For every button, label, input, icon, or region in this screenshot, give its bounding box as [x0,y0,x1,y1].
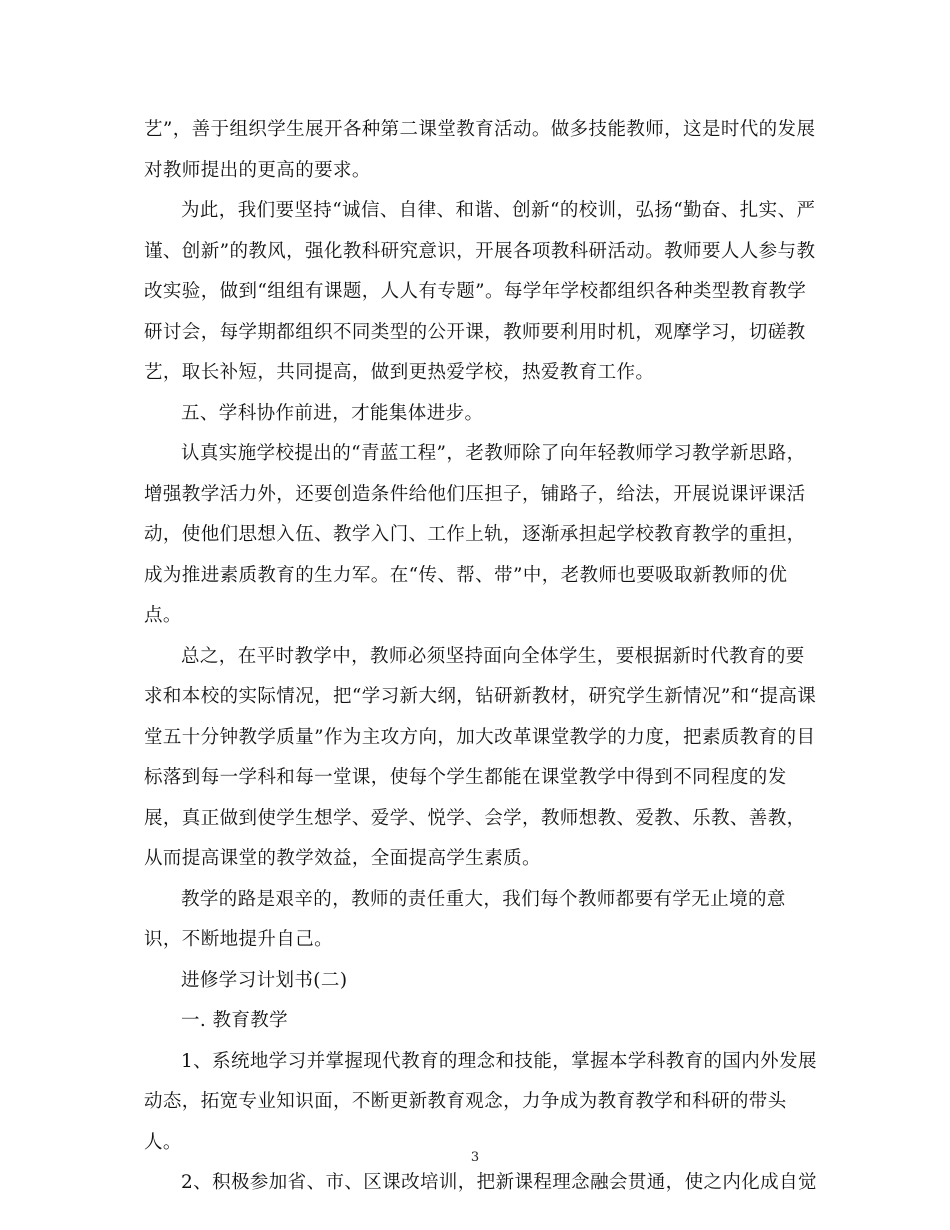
text-line: 研讨会，每学期都组织不同类型的公开课，教师要利用时机，观摩学习，切磋教 [144,321,806,343]
text-line: 认真实施学校提出的“青蓝工程”，老教师除了向年轻教师学习教学新思路， [181,443,806,464]
text-line: 1、系统地学习并掌握现代教育的理念和技能，掌握本学科教育的国内外发展 [181,1050,817,1072]
text-line: 总之，在平时教学中，教师必须坚持面向全体学生，要根据新时代教育的要 [181,645,805,667]
text-line: 点。 [144,605,182,626]
text-line: 求和本校的实际情况，把“学习新大纲，钻研新教材，研究学生新情况”和“提高课 [144,686,817,707]
text-line: 标落到每一学科和每一堂课，使每个学生都能在课堂教学中得到不同程度的发 [144,767,787,788]
text-line: 改实验，做到“组组有课题，人人有专题”。每学年学校都组织各种类型教育教学 [144,281,807,302]
text-line: 五、学科协作前进，才能集体进步。 [181,402,484,424]
text-line: 对教师提出的更高的要求。 [144,159,371,181]
text-line: 教学的路是艰辛的，教师的责任重大，我们每个教师都要有学无止境的意 [181,888,786,910]
text-line: 为此，我们要坚持“诚信、自律、和谐、创新“的校训，弘扬“勤奋、扎实、严 [181,200,816,221]
document-body [144,110,817,1204]
text-line: 增强教学活力外，还要创造条件给他们压担子，铺路子，给法，开展说课评课活 [144,483,806,505]
text-line: 动态，拓宽专业知识面，不断更新教育观念，力争成为教育教学和科研的带头 [144,1091,787,1112]
text-line: 展，真正做到使学生想学、爱学、悦学、会学，教师想教、爱教、乐教、善教， [144,807,806,829]
page-number: 3 [470,1150,480,1165]
text-line: 动，使他们思想入伍、教学入门、工作上轨，逐渐承担起学校教育教学的重担， [144,524,806,545]
text-line: 2、积极参加省、市、区课改培训，把新课程理念融会贯通，使之内化成自觉 [181,1172,817,1193]
text-line: 艺，取长补短，共同提高，做到更热爱学校，热爱教育工作。 [144,362,655,383]
text-line: 成为推进素质教育的生力军。在“传、帮、带”中，老教师也要吸取新教师的优 [144,564,788,586]
text-line: 进修学习计划书(二) [181,969,348,991]
text-line: 从而提高课堂的教学效益，全面提高学生素质。 [144,848,541,869]
text-line: 艺”，善于组织学生展开各种第二课堂教育活动。做多技能教师，这是时代的发展 [144,119,816,140]
text-line: 人。 [144,1131,182,1153]
text-line: 谨、创新”的教风，强化教科研究意识，开展各项教科研活动。教师要人人参与教 [144,240,816,262]
text-line: 堂五十分钟教学质量”作为主攻方向，加大改革课堂教学的力度，把素质教育的目 [144,726,816,748]
text-line: 一. 教育教学 [181,1010,289,1031]
text-line: 识，不断地提升自己。 [144,929,334,950]
